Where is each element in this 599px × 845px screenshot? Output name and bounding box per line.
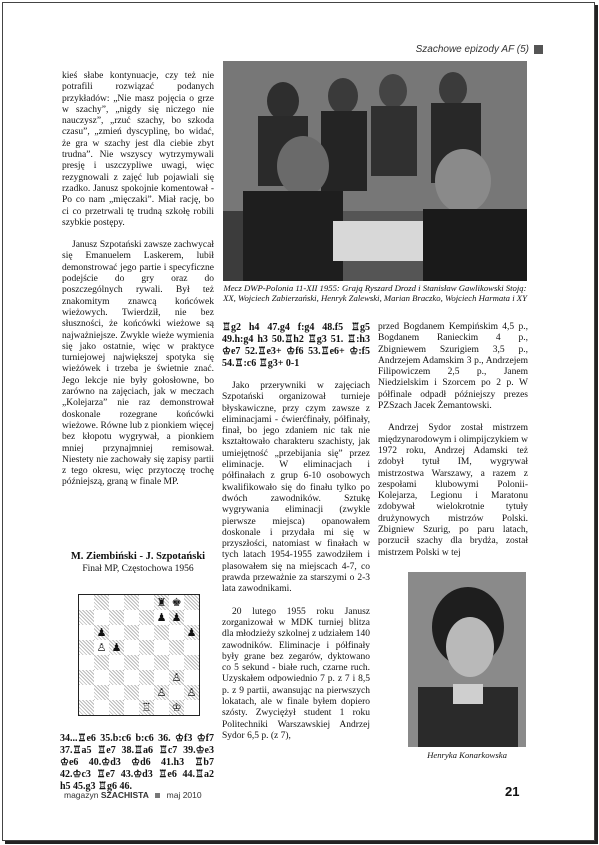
board-square	[169, 700, 184, 715]
board-square	[184, 610, 199, 625]
chess-piece-icon: ♟	[111, 641, 122, 654]
board-square	[139, 610, 154, 625]
board-square	[79, 670, 94, 685]
board-square	[109, 640, 124, 655]
footer	[64, 790, 202, 800]
board-square	[109, 610, 124, 625]
photo-caption: Henryka Konarkowska	[427, 750, 507, 760]
chess-piece-icon: ♙	[186, 686, 197, 699]
board-square	[139, 625, 154, 640]
paragraph: kieś słabe kontynuacje, czy też nie potrafili rozwiązać podanych przykładów: „Nie masz pojęcia o grze w szachy”, „nigdy się niczego nie nauczysz”, „rzuć szachy, bo szkoda czasu”, „zmień dyscyplinę, bo widać, że gra w szachy jest dla ciebie zbyt trudna”. Nie wszyscy wytrzymywali presję i uszczypliwe uwagi, więc rezygnowali z zajęć lub pojawiali się rzadko. Janusz spokojnie komentował - Po co nam „mięczaki”. Miał rację, bo ci co przetrwali tę trudną szkołę robili szybkie postępy.	[62, 71, 214, 228]
board-square	[124, 685, 139, 700]
board-square	[184, 625, 199, 640]
chess-piece-icon: ♟	[171, 611, 182, 624]
board-square	[94, 610, 109, 625]
board-square	[94, 700, 109, 715]
column-3	[378, 322, 528, 559]
photo-chess-match	[223, 61, 527, 281]
board-square	[184, 685, 199, 700]
column-2	[222, 322, 370, 742]
photo-portrait	[408, 572, 526, 747]
board-square	[154, 685, 169, 700]
column-1	[62, 71, 214, 489]
board-square	[94, 655, 109, 670]
board-square	[184, 655, 199, 670]
board-square	[109, 685, 124, 700]
board-square	[79, 595, 94, 610]
paragraph: 20 lutego 1955 roku Janusz zorganizował w MDK turniej blitza dla młodzieży szkolnej z udziałem 140 zawodników. Eliminacje i półfinały były grane bez zegarów, dyktowano co 5 sekund - białe ruch, czarne ruch. Uzyskałem odpowiednio 7 p. z 7 i 8,5 p. z 9 partii, awansując na pierwszych lokatach, ale w finale byłem dopiero szósty. Zwyciężył student 1 roku Politechniki Warszawskiej Andrzej Sydor 6,5 p. (z 7),	[222, 606, 370, 741]
board-square	[124, 625, 139, 640]
chess-board-diagram	[78, 594, 200, 716]
page-number: 21	[505, 784, 520, 799]
board-square	[79, 610, 94, 625]
board-square	[109, 700, 124, 715]
footer-brand: SZACHISTA	[100, 790, 149, 800]
photo-players-illustration	[223, 61, 527, 281]
footer-issue: maj 2010	[166, 790, 202, 800]
board-square	[169, 595, 184, 610]
chess-piece-icon: ♟	[96, 626, 107, 639]
board-square	[139, 640, 154, 655]
board-square	[154, 670, 169, 685]
chess-piece-icon: ♙	[156, 686, 167, 699]
board-square	[154, 595, 169, 610]
board-square	[154, 640, 169, 655]
game-moves: 34...♖e6 35.b:c6 b:c6 36. ♔f3 ♔f7 37.♖a5 ♖e7 38.♖a6 ♖c7 39.♔e3 ♔e6 40.♔d3 ♔d6 41.h3 ♖b7 42.♔c3 ♖e7 43.♔d3 ♖e6 44.♖a2 h5 45.g3 ♖g6 46.	[60, 733, 214, 792]
board-square	[139, 685, 154, 700]
board-square	[139, 595, 154, 610]
board-square	[124, 595, 139, 610]
board-square	[79, 700, 94, 715]
board-square	[169, 640, 184, 655]
chess-piece-icon: ♚	[171, 596, 182, 609]
paragraph: przed Bogdanem Kempińskim 4,5 p., Bogdanem Ranieckim 4 p., Zbigniewem Szurigiem 3,5 p., Andrzejem Adamskim 3 p., Andrzejem Filipowiczem 2,5 p., Janem Niedzielskim i Szorcem po 2 p. W półfinale odpadł późniejszy prezes PZSzach Jacek Żemantowski.	[378, 322, 528, 412]
board-square	[94, 640, 109, 655]
board-square	[94, 625, 109, 640]
paragraph: Andrzej Sydor został mistrzem międzynarodowym i olimpijczykiem w 1972 roku, Andrzej Adamski też zdobył tytuł IM, wygrywał mistrzostwa Warszawy, a razem z zespołami klubowymi Polonii-Kolejarza, Legionu i Maratonu zdobywał wielokrotnie tytuły drużynowych mistrzów Polski. Zbigniew Szurig, po paru latach, porzucił szachy dla brydża, został mistrzem Polski w tej	[378, 423, 528, 558]
chess-piece-icon: ♙	[96, 641, 107, 654]
page-shadow-right	[595, 5, 598, 844]
board-square	[79, 655, 94, 670]
board-square	[184, 640, 199, 655]
board-square	[139, 670, 154, 685]
board-square	[124, 610, 139, 625]
board-square	[79, 625, 94, 640]
chess-piece-icon: ♔	[171, 701, 182, 714]
board-square	[94, 595, 109, 610]
paragraph: Jako przerywniki w zajęciach Szpotański organizował turnieje błyskawiczne, przy czym zawsze z eliminacjami - ćwierćfinały, półfinały, finał, bo jego zdaniem nic tak nie kształtowało charakteru szachisty, jak umiejętność „przebijania się” przez eliminacje. W eliminacjach i półfinałach z grup 6-10 osobowych kwalifikowało się do finału tylko po dwóch zawodników. Sztukę wygrywania eliminacji (zwykle pierwsze miejsca) opanowałem doskonale i przydała mi się w przyszłości, natomiast w finałach w tych latach 1954-1955 zawodziłem i plasowałem się na miejscach 4-7, co prawda przeważnie za starszymi o 2-3 lata zawodnikami.	[222, 381, 370, 595]
board-square	[109, 625, 124, 640]
chess-piece-icon: ♟	[186, 626, 197, 639]
board-square	[109, 670, 124, 685]
footer-separator	[155, 793, 160, 798]
board-square	[124, 700, 139, 715]
board-square	[184, 670, 199, 685]
board-square	[154, 700, 169, 715]
board-square	[169, 670, 184, 685]
board-square	[169, 685, 184, 700]
photo-caption: Mecz DWP-Polonia 11-XII 1955: Grają Ryszard Drozd i Stanisław Gawlikowski Stoją: XX, Wojciech Zabierzański, Henryk Zalewski, Marian Braczko, Wojciech Harmata i XY	[223, 283, 527, 303]
board-square	[94, 685, 109, 700]
board-square	[94, 670, 109, 685]
board-square	[154, 625, 169, 640]
board-square	[124, 655, 139, 670]
board-square	[154, 655, 169, 670]
paragraph: Janusz Szpotański zawsze zachwycał się Emanuelem Laskerem, lubił demonstrować jego partie i specyficzne podejście do gry oraz do poszczególnych rywali. Był też znakomitym znawcą końcówek wieżowych. Twierdził, nie bez słuszności, że końcówki wieżowe są najważniejsze. Zwykle wieże wymienia się jako ostatnie, więc w praktyce turniejowej największej spotyka się wieżówek i trzeba je świetnie znać. Jego lekcje nie były gołosłowne, bo zarówno na zajęciach, jak w meczach „Kolejarza” nie raz demonstrował doskonale rozegrane końcówki wieżowe. Równe lub z pionkiem więcej bez kłopotu wygrywał, a pionkiem mniej przynajmniej remisował. Niestety nie zachowały się zapisy partii z tego okresu, więc przytoczę trochę późniejszą, graną w finale MP.	[62, 240, 214, 488]
board-square	[109, 595, 124, 610]
running-header: Szachowe epizody AF (5)	[415, 44, 529, 55]
game-moves-continued: ♖g2 h4 47.g4 f:g4 48.f5 ♖g5 49.h:g4 h3 50.♖h2 ♖g3 51. ♖:h3 ♔e7 52.♖e3+ ♔f6 53.♖e6+ ♔:f5 54.♖:c6 ♖g3+ 0-1	[222, 322, 370, 369]
board-square	[124, 640, 139, 655]
board-square	[184, 700, 199, 715]
board-square	[139, 700, 154, 715]
board-square	[79, 685, 94, 700]
board-square	[109, 655, 124, 670]
board-square	[169, 610, 184, 625]
game-title: M. Ziembiński - J. Szpotański	[70, 551, 206, 562]
chess-piece-icon: ♜	[156, 596, 167, 609]
board-square	[184, 595, 199, 610]
game-subtitle: Finał MP, Częstochowa 1956	[82, 564, 194, 574]
board-square	[154, 610, 169, 625]
board-square	[169, 655, 184, 670]
chess-piece-icon: ♖	[141, 701, 152, 714]
header-square-icon	[534, 45, 543, 54]
board-square	[169, 625, 184, 640]
portrait-illustration	[408, 572, 526, 747]
board-square	[139, 655, 154, 670]
footer-magazine: magazyn	[64, 790, 99, 800]
board-square	[124, 670, 139, 685]
board-square	[79, 640, 94, 655]
page-shadow	[5, 841, 598, 844]
chess-piece-icon: ♙	[171, 671, 182, 684]
chess-piece-icon: ♟	[156, 611, 167, 624]
